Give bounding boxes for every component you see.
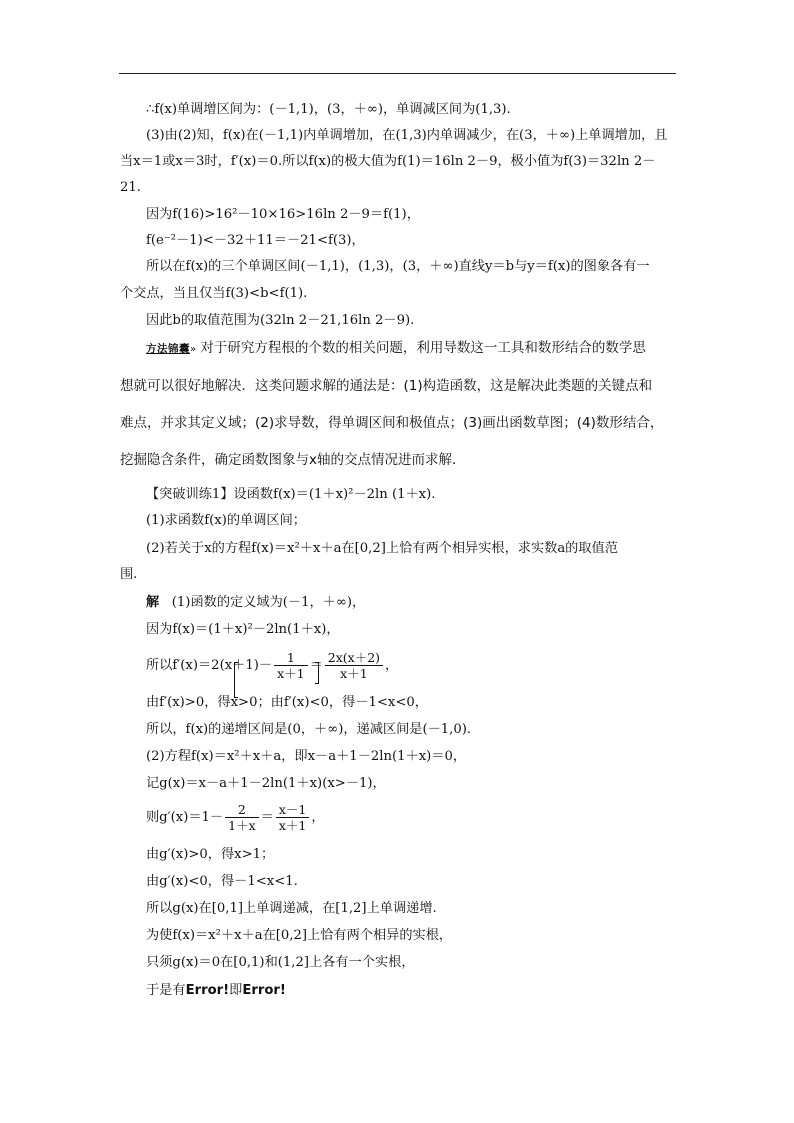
solution-line: 于是有Error!即Error!	[146, 983, 286, 998]
error-text: Error!	[185, 983, 230, 998]
solution-line: 由g′(x)>0，得x>1；	[146, 847, 275, 862]
problem-line: 【突破训练1】设函数f(x)＝(1＋x)²－2ln (1＋x).	[146, 487, 436, 502]
problem-line: 围.	[120, 567, 138, 582]
solution-line: 所以g(x)在[0,1]上单调递减，在[1,2]上单调递增.	[146, 901, 437, 916]
solution-line: 所以，f(x)的递增区间是(0，＋∞)，递减区间是(－1,0).	[146, 722, 472, 737]
header-rule	[119, 73, 676, 74]
text-line: f(e⁻²－1)<－32＋11＝－21<f(3)，	[146, 233, 365, 248]
text-line: ∴f(x)单调增区间为：(－1,1)，(3，＋∞)，单调减区间为(1,3).	[146, 102, 511, 117]
method-text: 对于研究方程根的个数的相关问题，利用导数这一工具和数形结合的数学思	[200, 340, 646, 356]
text-line: 因为f(16)>16²－10×16>16ln 2－9＝f(1)，	[146, 207, 420, 222]
text-line: 所以在f(x)的三个单调区间(－1,1)，(1,3)，(3，＋∞)直线y＝b与y＝f(x)的图象各有一	[146, 259, 650, 274]
solution-label: 解	[146, 595, 160, 610]
solution-line: 由f′(x)>0，得x>0；由f′(x)<0，得－1<x<0，	[146, 695, 428, 710]
method-text: 难点，并求其定义域；(2)求导数，得单调区间和极值点；(3)画出函数草图；(4)数形结合，	[120, 415, 664, 431]
method-tip-line	[146, 340, 646, 358]
fraction: $\frac{2}{1+x}$	[225, 802, 259, 833]
method-tag: 方法锦囊	[146, 343, 190, 355]
problem-line: (1)求函数f(x)的单调区间；	[146, 513, 306, 528]
text-line: (3)由(2)知，f(x)在(－1,1)内单调增加，在(1,3)内单调减少，在(3，＋∞)上单调增加，且	[146, 128, 668, 143]
fraction: $\frac{1}{x+1}$	[274, 650, 308, 681]
solution-line	[146, 594, 365, 611]
formula-text: (x＋1)－	[219, 658, 273, 673]
solution-line: 记g(x)＝x－a＋1－2ln(1＋x)(x>－1)，	[146, 776, 386, 791]
solution-line: 由g′(x)<0，得－1<x<1.	[146, 874, 298, 889]
text-line: 21.	[120, 180, 141, 195]
solution-line: 只须g(x)＝0在[0,1)和(1,2]上各有一个实根，	[146, 955, 415, 970]
solution-line: 为使f(x)＝x²＋x＋a在[0,2]上恰有两个相异的实根，	[146, 928, 453, 943]
formula-text: 所以f′(x)＝2	[146, 658, 220, 673]
bracket-left	[234, 662, 238, 698]
solution-line: 因为f(x)＝(1＋x)²－2ln(1＋x)，	[146, 622, 340, 637]
solution-text: (1)函数的定义域为(－1，＋∞)，	[171, 595, 366, 610]
solution-line: (2)方程f(x)＝x²＋x＋a，即x－a＋1－2ln(1＋x)＝0，	[146, 749, 467, 764]
error-text: Error!	[242, 983, 286, 998]
fraction: $\frac{x-1}{x+1}$	[276, 802, 310, 833]
problem-line: (2)若关于x的方程f(x)＝x²＋x＋a在[0,2]上恰有两个相异实根，求实数a的取值范	[146, 541, 618, 556]
text-line: 因此b的取值范围为(32ln 2－21,16ln 2－9).	[146, 313, 415, 328]
method-text: 想就可以很好地解决．这类问题求解的通法是：(1)构造函数，这是解决此类题的关键点和	[120, 378, 653, 394]
text-line: 当x＝1或x＝3时，f′(x)＝0.所以f(x)的极大值为f(1)＝16ln 2－9，极小值为f(3)＝32ln 2－	[120, 154, 656, 169]
bracket-right	[315, 662, 319, 684]
arrow-icon: »	[190, 344, 197, 355]
method-text: 挖掘隐含条件，确定函数图象与x轴的交点情况进而求解．	[120, 452, 466, 468]
fraction: $\frac{2x(x+2)}{x+1}$	[325, 650, 383, 681]
solution-formula-line: 所以f′(x)＝2(x＋1)－ $\frac{1}{x+1}$ ＝ $\frac{2x(x+2)}{x+1}$ ，	[146, 650, 399, 681]
solution-formula-line: 则g′(x)＝1－ $\frac{2}{1+x}$ ＝ $\frac{x-1}{x+1}$ ，	[146, 802, 325, 833]
text-line: 个交点，当且仅当f(3)<b<f(1).	[120, 286, 308, 301]
formula-text: 则g′(x)＝1－	[146, 810, 224, 825]
